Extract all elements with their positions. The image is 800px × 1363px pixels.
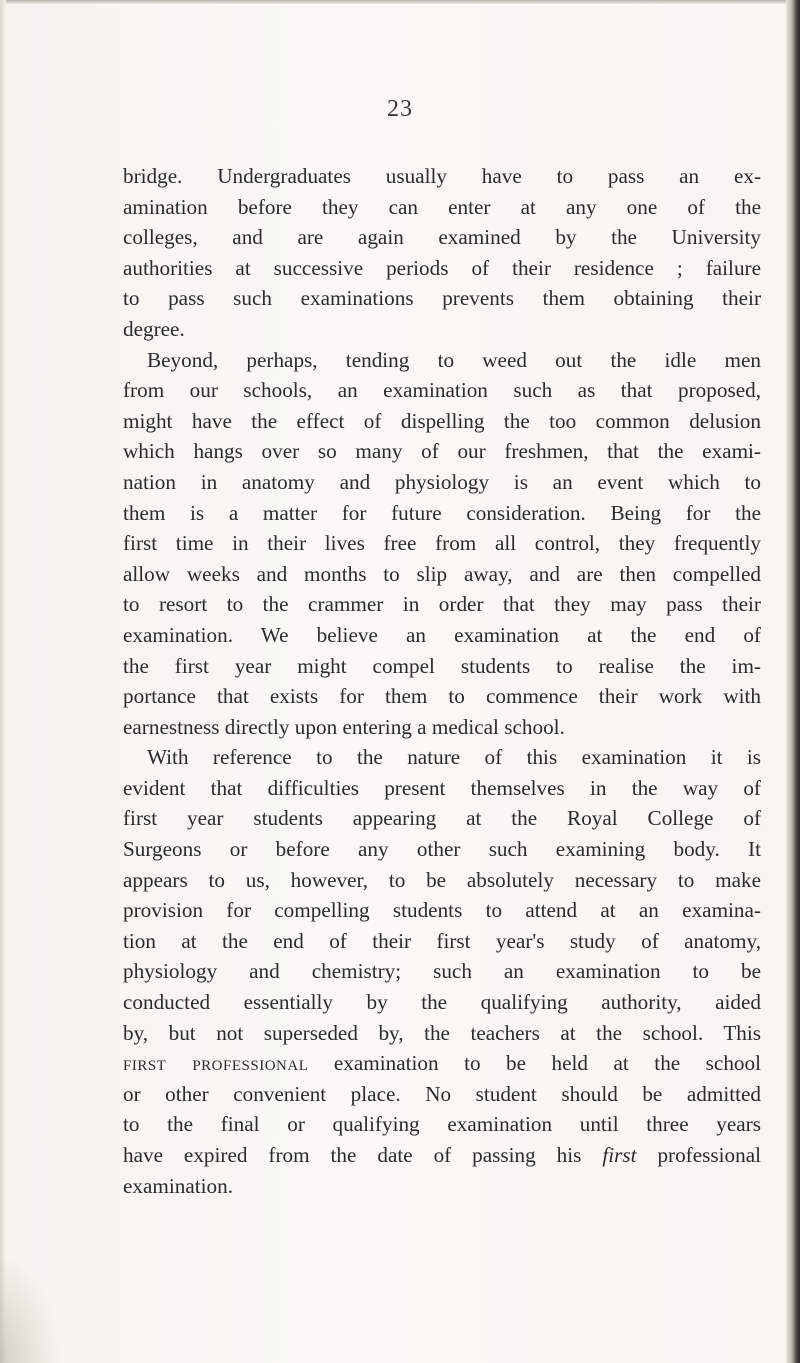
- text-line: Surgeons or before any other such examining body. It: [123, 837, 761, 862]
- paragraph-2: [123, 345, 761, 743]
- body-text: [123, 161, 761, 1201]
- text-line: might have the effect of dispelling the too common delusion: [123, 408, 761, 433]
- text-line: authorities at successive periods of their residence ; failure: [123, 255, 761, 280]
- text-line: Beyond, perhaps, tending to weed out the idle men: [147, 347, 761, 372]
- text-line: conducted essentially by the qualifying authority, aided: [123, 990, 761, 1015]
- text-line: nation in anatomy and physiology is an event which to: [123, 469, 761, 494]
- italic-word: first: [602, 1143, 637, 1167]
- text-line: or other convenient place. No student should be admitted: [123, 1081, 761, 1106]
- text-line: With reference to the nature of this examination it is: [147, 745, 761, 770]
- page-edge-top: [0, 0, 800, 4]
- text-line: to pass such examinations prevents them obtaining their: [123, 286, 761, 311]
- text-line: appears to us, however, to be absolutely necessary to make: [123, 867, 761, 892]
- small-caps-phrase: first professional: [123, 1051, 309, 1076]
- line-start: have expired from the date of passing his: [123, 1143, 603, 1167]
- text-line: degree.: [123, 316, 185, 341]
- paragraph-3: [123, 742, 761, 1201]
- text-line: which hangs over so many of our freshmen, that the exami-: [123, 439, 761, 464]
- text-line: amination before they can enter at any one of the: [123, 194, 761, 219]
- text-line: first year students appearing at the Royal College of: [123, 806, 761, 831]
- line-rest: examination to be held at the school: [308, 1051, 761, 1076]
- text-line: portance that exists for them to commence their work with: [123, 684, 761, 709]
- text-line: first time in their lives free from all control, they frequently: [123, 531, 761, 556]
- text-line: bridge. Undergraduates usually have to pass an ex-: [123, 164, 761, 188]
- text-line: from our schools, an examination such as that proposed,: [123, 378, 761, 403]
- text-line: to resort to the crammer in order that they may pass their: [123, 592, 761, 617]
- text-line-italic: [123, 1140, 761, 1171]
- paragraph-1: [123, 161, 761, 345]
- line-end: professional: [636, 1143, 761, 1167]
- text-line: the first year might compel students to realise the im-: [123, 653, 761, 678]
- text-line: evident that difficulties present themselves in the way of: [123, 775, 761, 800]
- text-line: earnestness directly upon entering a medical school.: [123, 714, 565, 739]
- page-stain: [0, 1253, 60, 1363]
- page-number: 23: [387, 96, 413, 122]
- text-line: by, but not superseded by, the teachers at the school. This: [123, 1020, 761, 1045]
- text-line: colleges, and are again examined by the University: [123, 225, 761, 250]
- text-line-small-caps: [123, 1048, 761, 1079]
- text-line: examination.: [123, 1173, 234, 1198]
- text-line: them is a matter for future consideration. Being for the: [123, 500, 761, 525]
- page-edge-right: [786, 0, 800, 1363]
- text-line: tion at the end of their first year's study of anatomy,: [123, 928, 761, 953]
- text-line: physiology and chemistry; such an examination to be: [123, 959, 761, 984]
- text-line: provision for compelling students to attend at an examina-: [123, 898, 761, 923]
- text-line: examination. We believe an examination at the end of: [123, 622, 761, 647]
- text-line: allow weeks and months to slip away, and are then compelled: [123, 561, 761, 586]
- page-edge-left: [0, 0, 6, 1363]
- text-line: to the final or qualifying examination until three years: [123, 1112, 761, 1137]
